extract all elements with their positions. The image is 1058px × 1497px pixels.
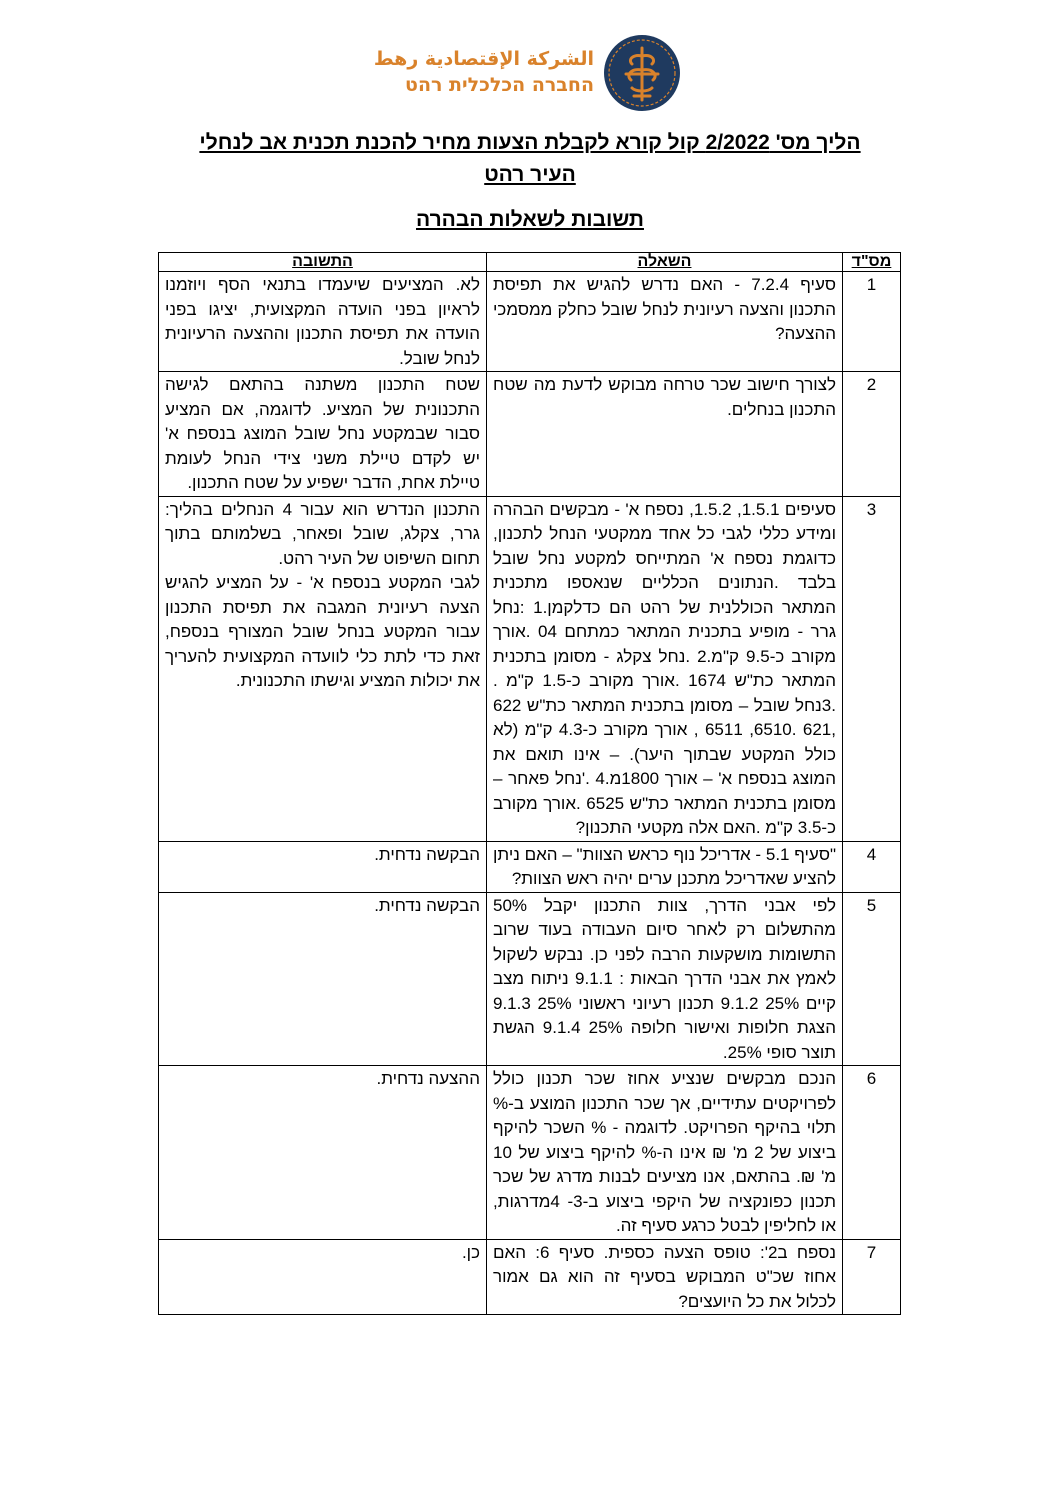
table-row <box>159 841 901 892</box>
row-number: 4 <box>843 841 901 892</box>
document-title-line2: העיר רהט <box>484 163 576 186</box>
document-subtitle: תשובות לשאלות הבהרה <box>416 208 644 231</box>
company-logo <box>373 26 682 126</box>
row-question: הנכם מבקשים שנציע אחוז שכר תכנון כולל לפרויקטים עתידיים, אך שכר התכנון המוצע ב-% תלוי בהיקף הפרויקט. לדוגמה - % השכר להיקף ביצוע של 2 מ' ₪ אינו ה-% להיקף ביצוע של 10 מ' ₪. בהתאם, אנו מציעים לבנות מדרג של שכר תכנון כפונקציה של היקפי ביצוע ב-3- 4מדרגות, או לחליפין לבטל כרגע סעיף זה. <box>487 1066 843 1240</box>
row-question: "סעיף 5.1 - אדריכל נוף כראש הצוות" – האם ניתן להציע שאדריכל מתכנן ערים יהיה ראש הצוות? <box>487 841 843 892</box>
clarification-table <box>158 252 901 1315</box>
logo-hebrew-text: החברה הכלכלית רהט <box>405 74 594 96</box>
table-row <box>159 1066 901 1240</box>
company-emblem-icon <box>602 26 682 121</box>
row-answer: הבקשה נדחית. <box>159 892 487 1066</box>
table-row <box>159 892 901 1066</box>
header-answer: התשובה <box>159 253 487 272</box>
row-number: 1 <box>843 272 901 372</box>
row-number: 5 <box>843 892 901 1066</box>
header-question: השאלה <box>487 253 843 272</box>
table-header-row <box>159 253 901 272</box>
row-answer: ההצעה נדחית. <box>159 1066 487 1240</box>
row-answer: לא. המציעים שיעמדו בתנאי הסף ויוזמנו לראיון בפני הועדה המקצועית, יציגו בפני הועדה את תפיסת התכנון וההצעה הרעיונית לנחל שובל. <box>159 272 487 372</box>
row-answer: התכנון הנדרש הוא עבור 4 הנחלים בהליך: גרר, צקלג, שובל ופאחר, בשלמותם בתוך תחום השיפוט של העיר רהט. לגבי המקטע בנספח א' - על המציע להגיש הצעה רעיונית המגבה את תפיסת התכנון עבור המקטע בנחל שובל המצורף בנספח, זאת כדי לתת כלי לוועדה המקצועית להעריך את יכולות המציע וגישתו התכנונית. <box>159 496 487 841</box>
row-answer: שטח התכנון משתנה בהתאם לגישה התכנונית של המציע. לדוגמה, אם המציע סבור שבמקטע נחל שובל המוצג בנספח א' יש לקדם טיילת משני צידי הנחל לעומת טיילת אחת, הדבר ישפיע על שטח התכנון. <box>159 372 487 497</box>
document-title-line1: הליך מס' 2/2022 קול קורא לקבלת הצעות מחיר להכנת תכנית אב לנחלי <box>199 131 861 154</box>
row-answer: הבקשה נדחית. <box>159 841 487 892</box>
table-row <box>159 372 901 497</box>
row-answer: כן. <box>159 1239 487 1315</box>
table-row <box>159 496 901 841</box>
row-question: סעיף 7.2.4 - האם נדרש להגיש את תפיסת התכנון והצעה רעיונית לנחל שובל כחלק ממסמכי ההצעה? <box>487 272 843 372</box>
row-question: לפי אבני הדרך, צוות התכנון יקבל 50% מהתשלום רק לאחר סיום העבודה בעוד שרוב התשומות מושקעות הרבה לפני כן. נבקש לשקול לאמץ את אבני הדרך הבאות : 9.1.1 ניתוח מצב קיים 25% 9.1.2 תכנון רעיוני ראשוני 25% 9.1.3 הצגת חלופות ואישור חלופה 25% 9.1.4 הגשת תוצר סופי 25%. <box>487 892 843 1066</box>
row-number: 6 <box>843 1066 901 1240</box>
row-question: לצורך חישוב שכר טרחה מבוקש לדעת מה שטח התכנון בנחלים. <box>487 372 843 497</box>
row-number: 2 <box>843 372 901 497</box>
table-row <box>159 272 901 372</box>
header-number: מס"ד <box>843 253 901 272</box>
row-number: 3 <box>843 496 901 841</box>
row-question: סעיפים 1.5.1, 1.5.2, נספח א' - מבקשים הבהרה ומידע כללי לגבי כל אחד ממקטעי הנחל לתכנון, כדוגמת נספח א' המתייחס למקטע נחל שובל בלבד .הנתונים הכלליים שנאספו מתכנית המתאר הכוללנית של רהט הם כדלקמן.1 :נחל גרר - מופיע בתכנית המתאר כמתחם 04 .אורך מקורב כ-9.5 ק"מ.2 .נחל צקלג - מסומן בתכנית המתאר כת"ש 1674 .אורך מקורב כ-1.5 ק"מ . .3נחל שובל – מסומן בתכנית המתאר כת"ש 622 ,621 .6510, 6511 , אורך מקורב כ-4.3 ק"מ (לא כולל המקטע שבתוך היער). – אינו תואם את המוצג בנספח א' – אורך 1800מ.4 .'נחל פאחר – מסומן בתכנית המתאר כת"ש 6525 .אורך מקורב כ-3.5 ק"מ .האם אלה מקטעי התכנון? <box>487 496 843 841</box>
row-number: 7 <box>843 1239 901 1315</box>
table-row <box>159 1239 901 1315</box>
logo-arabic-text: الشركة الإقتصادية رهط <box>373 48 594 70</box>
row-question: נספח ב2': טופס הצעה כספית. סעיף 6: האם אחוז שכ"ט המבוקש בסעיף זה הוא גם אמור לכלול את כל היועצים? <box>487 1239 843 1315</box>
